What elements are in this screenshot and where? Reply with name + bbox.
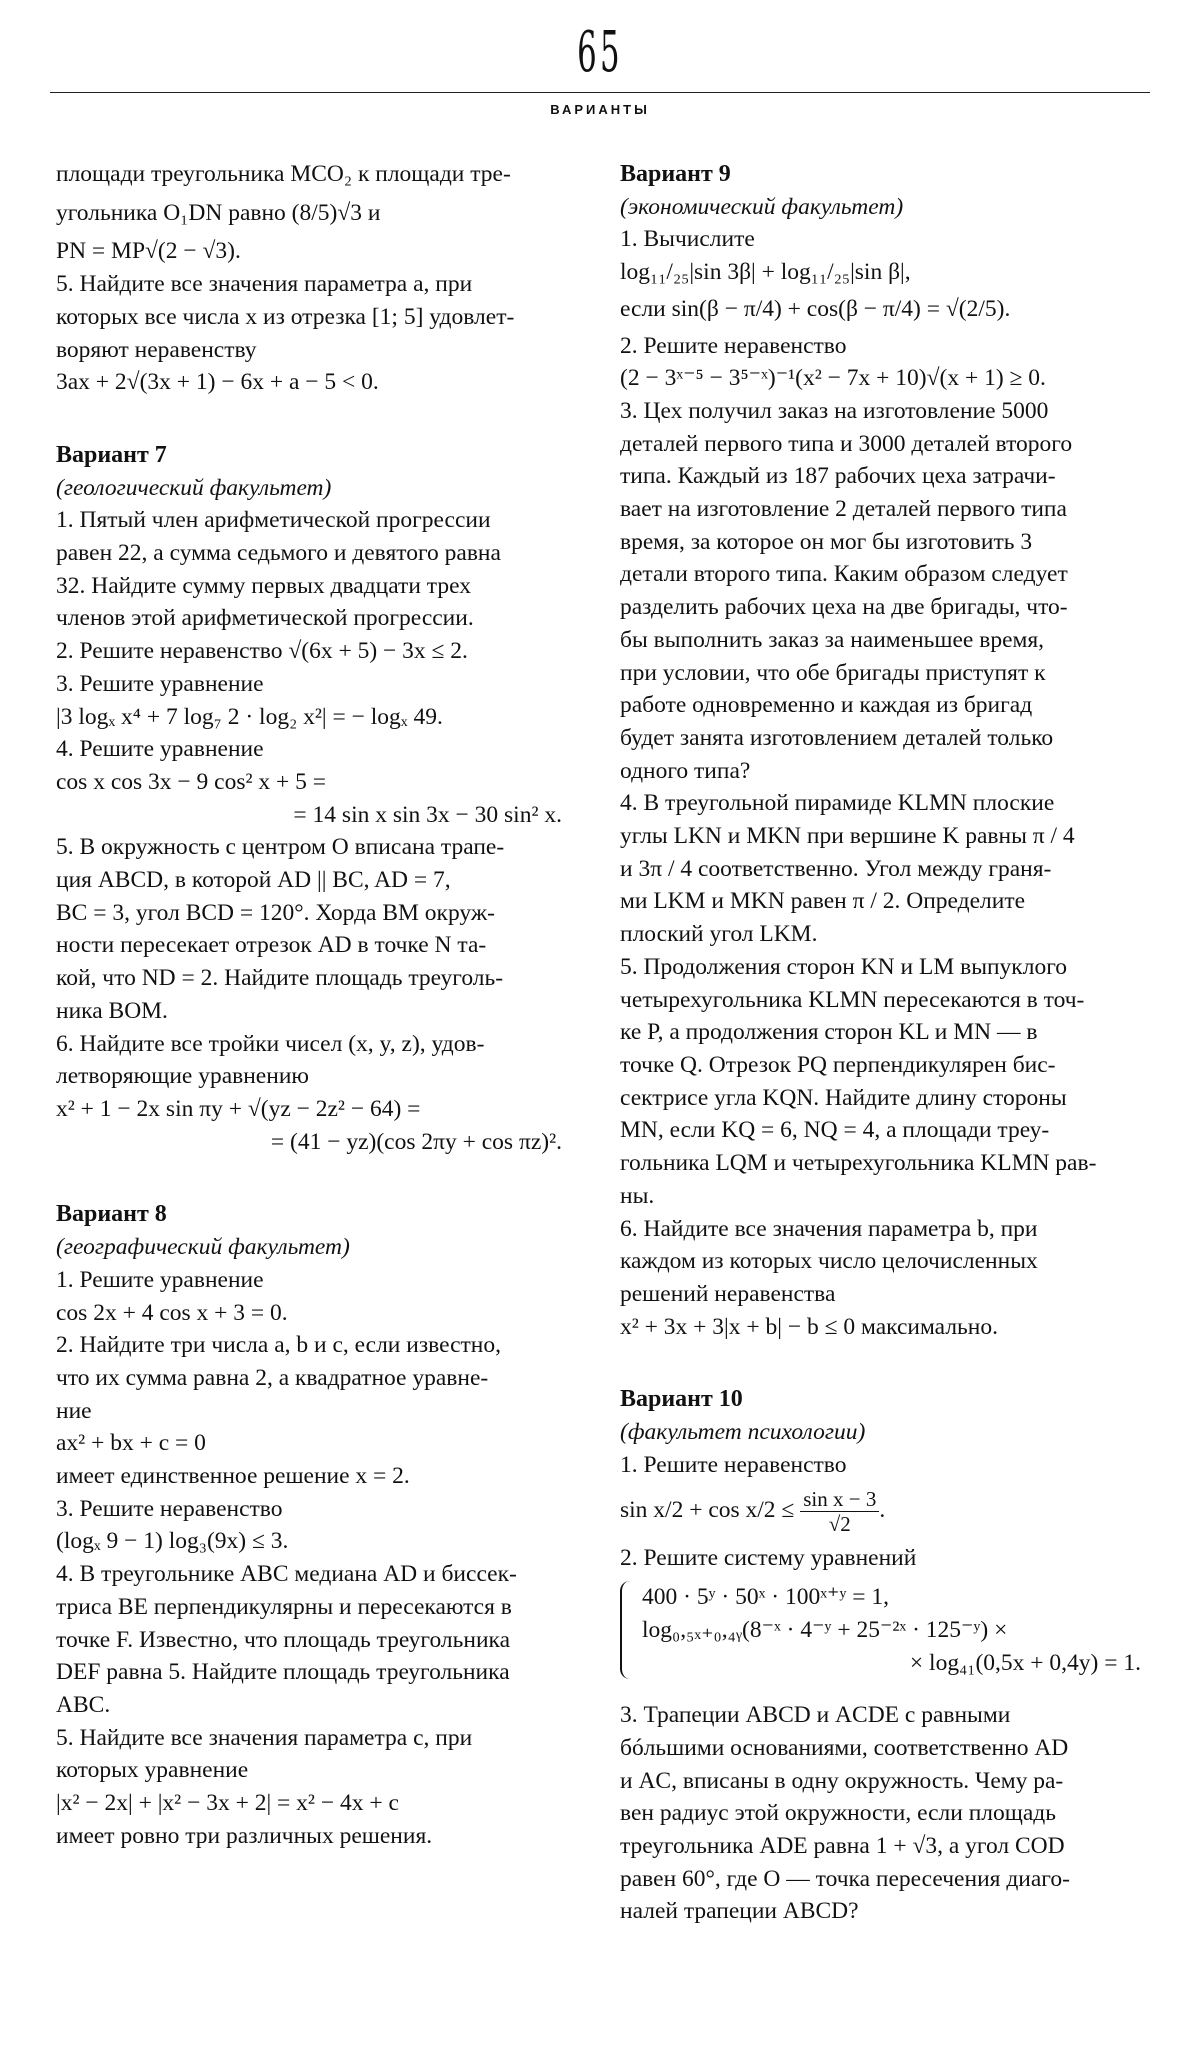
text-line: ке P, а продолжения сторон KL и MN — в — [620, 1019, 1038, 1046]
formula: если sin(β − π/4) + cos(β − π/4) = √(2/5). — [620, 295, 1011, 322]
variant-title: Вариант 10 — [620, 1386, 743, 1413]
text-line: кой, что ND = 2. Найдите площадь треуголь- — [56, 965, 504, 992]
text-line: MN, если KQ = 6, NQ = 4, а площади треу- — [620, 1117, 1050, 1144]
text-line: воряют неравенству — [56, 336, 257, 363]
formula: (2 − 3ˣ⁻⁵ − 3⁵⁻ˣ)⁻¹(x² − 7x + 10)√(x + 1) ≥ 0. — [620, 365, 1046, 392]
text-line: одного типа? — [620, 757, 751, 784]
text-line: ны. — [620, 1182, 655, 1209]
text-line: площади треугольника MCO₂ к площади тре- — [56, 161, 511, 187]
text-line: имеет единственное решение x = 2. — [56, 1463, 410, 1490]
text-line: BC = 3, угол BCD = 120°. Хорда BM окруж- — [56, 899, 495, 926]
text-line: ми LKM и MKN равен π / 2. Определите — [620, 888, 1026, 915]
text-line: 1. Решите неравенство — [620, 1451, 847, 1478]
text-line: решений неравенства — [620, 1280, 836, 1307]
text-line: 2. Найдите три числа a, b и c, если известно, — [56, 1332, 501, 1359]
formula: x² + 3x + 3|x + b| − b ≤ 0 максимально. — [620, 1313, 998, 1340]
text-line: ABC. — [56, 1691, 111, 1718]
text-line: 2. Решите неравенство √(6x + 5) − 3x ≤ 2. — [56, 638, 468, 665]
text-line: 5. Найдите все значения параметра c, при — [56, 1724, 473, 1751]
text-line: 5. В окружность с центром O вписана трапе- — [56, 834, 505, 861]
text-line: типа. Каждый из 187 рабочих цеха затрачи- — [620, 463, 1056, 490]
text-line: триса BE перпендикулярны и пересекаются в — [56, 1593, 512, 1620]
formula: sin x/2 + cos x/2 ≤ — [620, 1497, 795, 1524]
text-line: 32. Найдите сумму первых двадцати трех — [56, 572, 471, 599]
variant-title: Вариант 8 — [56, 1201, 167, 1228]
text-line: разделить рабочих цеха на две бригады, что- — [620, 594, 1068, 621]
formula: × log₄₁(0,5x + 0,4y) = 1. — [909, 1649, 1141, 1676]
text-line: 3. Решите уравнение — [56, 670, 264, 697]
text-line: работе одновременно и каждая из бригад — [620, 692, 1033, 719]
text-line: вен радиус этой окружности, если площадь — [620, 1800, 1056, 1827]
text-line: имеет ровно три различных решения. — [56, 1822, 433, 1849]
text-line: и AC, вписаны в одну окружность. Чему ра- — [620, 1767, 1064, 1794]
text-line: ние — [56, 1397, 92, 1424]
formula: x² + 1 − 2x sin πy + √(yz − 2z² − 64) = — [56, 1095, 421, 1122]
formula: 400 · 5ʸ · 50ˣ · 100ˣ⁺ʸ = 1, — [642, 1584, 890, 1611]
formula: cos 2x + 4 cos x + 3 = 0. — [56, 1299, 288, 1326]
text-line: 3. Решите неравенство — [56, 1495, 283, 1522]
text-line: 3. Цех получил заказ на изготовление 5000 — [620, 397, 1049, 424]
text-line: 5. Продолжения сторон KN и LM выпуклого — [620, 953, 1068, 980]
text-line: треугольника ADE равна 1 + √3, а угол COD — [620, 1833, 1065, 1860]
formula: = 14 sin x sin 3x − 30 sin² x. — [293, 801, 562, 828]
text-line: будет занята изготовлением деталей только — [620, 724, 1054, 751]
text-line: ция ABCD, в которой AD || BC, AD = 7, — [56, 867, 451, 894]
fraction-denominator: √2 — [828, 1512, 851, 1537]
text-line: 2. Решите систему уравнений — [620, 1545, 917, 1572]
formula: PN = MP√(2 − √3). — [56, 238, 241, 265]
formula: log₀,₅ₓ₊₀,₄ᵧ(8⁻ˣ · 4⁻ʸ + 25⁻²ˣ · 125⁻ʸ) × — [642, 1616, 1008, 1643]
text-line: 1. Пятый член арифметической прогрессии — [56, 507, 491, 534]
text-line: 5. Найдите все значения параметра a, при — [56, 271, 473, 298]
text-line: плоский угол LKM. — [620, 921, 818, 948]
text-line: углы LKN и MKN при вершине K равны π / 4 — [620, 823, 1075, 850]
variant-subtitle: (геологический факультет) — [56, 474, 332, 501]
text-line: точке Q. Отрезок PQ перпендикулярен бис- — [620, 1051, 1056, 1078]
formula: |3 logₓ x⁴ + 7 log₇ 2 · log₂ x²| = − logₓ 49. — [56, 703, 443, 730]
text-line: равен 22, а сумма седьмого и девятого равна — [56, 540, 501, 567]
text-line: летворяющие уравнению — [56, 1063, 309, 1090]
text-line: 1. Решите уравнение — [56, 1266, 264, 1293]
text-line: 4. В треугольнике ABC медиана AD и биссек- — [56, 1561, 517, 1588]
inequality: sin x/2 + cos x/2 ≤ $\frac{\text{sin x − 3}}{√2}$ . — [620, 1487, 886, 1537]
equation-system — [620, 1581, 1155, 1679]
text-line: членов этой арифметической прогрессии. — [56, 605, 474, 632]
text-line: четырехугольника KLMN пересекаются в точ- — [620, 986, 1085, 1013]
formula: cos x cos 3x − 9 cos² x + 5 = — [56, 768, 327, 795]
text-line: сектрисе угла KQN. Найдите длину стороны — [620, 1084, 1067, 1111]
text-line: 2. Решите неравенство — [620, 332, 847, 359]
text-line: что их сумма равна 2, а квадратное уравне- — [56, 1364, 489, 1391]
text-line: 6. Найдите все значения параметра b, при — [620, 1215, 1038, 1242]
text-line: гольника LQM и четырехугольника KLMN рав- — [620, 1150, 1097, 1177]
right-column — [620, 158, 1155, 1928]
variant-subtitle: (экономический факультет) — [620, 193, 904, 220]
header-rule — [50, 92, 1150, 93]
variant-title: Вариант 7 — [56, 441, 167, 468]
formula: |x² − 2x| + |x² − 3x + 2| = x² − 4x + c — [56, 1790, 399, 1817]
variant-subtitle: (географический факультет) — [56, 1234, 350, 1261]
text-line: бы выполнить заказ за наименьшее время, — [620, 626, 1045, 653]
page-number: 65 — [577, 20, 623, 85]
text-line: вает на изготовление 2 деталей первого типа — [620, 496, 1067, 523]
text-line: 1. Вычислите — [620, 226, 755, 253]
text-line: время, за которое он мог бы изготовить 3 — [620, 528, 1033, 555]
text-line: налей трапеции ABCD? — [620, 1898, 859, 1925]
text-line: DEF равна 5. Найдите площадь треугольника — [56, 1659, 510, 1686]
text-line: деталей первого типа и 3000 деталей второго — [620, 430, 1073, 457]
text-line: 3. Трапеции ABCD и ACDE с равными — [620, 1702, 1011, 1729]
running-header: ВАРИАНТЫ — [550, 102, 650, 117]
text-line: которых все числа x из отрезка [1; 5] удовлет- — [56, 303, 515, 330]
fraction — [800, 1487, 879, 1536]
text-line: при условии, что обе бригады приступят к — [620, 659, 1046, 686]
system-brace — [620, 1581, 636, 1679]
fraction-numerator: sin x − 3 — [800, 1487, 879, 1512]
text-line: точке F. Известно, что площадь треугольника — [56, 1626, 511, 1653]
text-line: угольника O₁DN равно (8/5)√3 и — [56, 199, 381, 226]
text-line: 4. В треугольной пирамиде KLMN плоские — [620, 790, 1055, 817]
formula: (logₓ 9 − 1) log₃(9x) ≤ 3. — [56, 1528, 289, 1555]
variant-subtitle: (факультет психологии) — [620, 1419, 866, 1446]
text-line: детали второго типа. Каким образом следует — [620, 561, 1068, 588]
text-line: ника BOM. — [56, 997, 168, 1024]
formula: ax² + bx + c = 0 — [56, 1430, 206, 1457]
text-line: которых уравнение — [56, 1757, 249, 1784]
text-line: каждом из которых число целочисленных — [620, 1248, 1038, 1275]
text-line: 6. Найдите все тройки чисел (x, y, z), удов- — [56, 1030, 485, 1057]
left-column — [56, 158, 576, 1852]
text-line: 4. Решите уравнение — [56, 736, 264, 763]
variant-title: Вариант 9 — [620, 161, 731, 187]
text-line: и 3π / 4 соответственно. Угол между граня- — [620, 855, 1052, 882]
formula: 3ax + 2√(3x + 1) − 6x + a − 5 < 0. — [56, 369, 379, 396]
text-line: ности пересекает отрезок AD в точке N та- — [56, 932, 487, 959]
text-line: равен 60°, где O — точка пересечения диаго- — [620, 1865, 1070, 1892]
text-line: бóльшими основаниями, соответственно AD — [620, 1734, 1069, 1761]
formula: log₁₁/₂₅|sin 3β| + log₁₁/₂₅|sin β|, — [620, 259, 911, 286]
formula: = (41 − yz)(cos 2πy + cos πz)². — [270, 1128, 562, 1155]
